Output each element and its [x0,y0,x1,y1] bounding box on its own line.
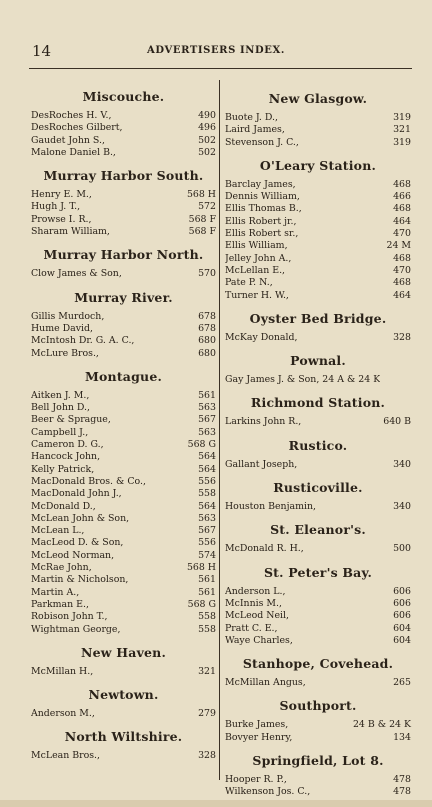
page-reference: 558 [198,623,216,635]
index-entry [225,265,411,277]
page-reference: 568 G [187,439,216,451]
page-reference: 500 [393,543,411,555]
advertiser-name: Kelly Patrick, [31,463,95,475]
advertiser-name: Bell John D., [31,402,91,414]
page-reference: 558 [198,488,216,500]
section-heading: Miscouche. [82,89,165,104]
index-entry [31,708,216,720]
advertiser-name: Gillis Murdoch, [31,310,105,322]
advertiser-name: Jelley John A., [225,252,292,264]
index-section [31,644,216,678]
index-entry [225,203,411,215]
advertiser-name: Bovyer Henry, [225,731,293,743]
index-section [31,289,216,360]
page-reference: 464 [393,215,411,227]
advertiser-name: Wilkenson Jos. C., [225,786,311,798]
page-reference: 570 [198,268,216,280]
index-entry [225,124,411,136]
index-entry [31,464,216,476]
index-entry [225,732,411,744]
index-entry [225,786,411,798]
page-reference: 678 [198,310,216,322]
advertiser-name: Gallant Joseph, [225,458,298,470]
advertiser-name: Anderson M., [31,708,95,720]
index-section [31,167,216,238]
page-reference: 468 [393,277,411,289]
index-entry [225,290,411,302]
advertiser-name: Beer & Sprague, [31,414,111,426]
page-reference: 502 [198,134,216,146]
page-reference: 478 [393,786,411,798]
advertiser-name: Campbell J., [31,426,89,438]
right-column [225,90,411,807]
index-section [225,521,411,555]
advertiser-name: Laird James, [225,124,285,136]
index-entry [225,459,411,471]
page-reference: 568 F [188,226,216,238]
advertiser-name: Pate P. N., [225,277,273,289]
advertiser-name: McLean L., [31,525,85,537]
index-entry [225,677,411,689]
index-entry [225,635,411,647]
index-entry [31,574,216,586]
page-reference: 478 [393,774,411,786]
index-section [225,752,411,799]
index-entry [225,719,411,731]
page-reference: 561 [198,586,216,598]
index-entry [31,226,216,238]
index-entry [31,611,216,623]
index-entry [225,416,411,428]
advertiser-name: Martin & Nicholson, [31,574,129,586]
advertiser-name: Hugh J. T., [31,201,81,213]
page-reference: 567 [198,414,216,426]
advertiser-name: Martin A., [31,586,80,598]
advertiser-name: McLure Bros., [31,347,99,359]
advertiser-name: DesRoches H. V., [31,110,112,121]
index-section [225,437,411,471]
advertiser-name: McIntosh Dr. G. A. C., [31,335,135,347]
page-title: ADVERTISERS INDEX. [147,45,285,56]
index-entry [31,488,216,500]
page-reference: 564 [198,500,216,512]
advertiser-name: Aitken J. M., [31,389,90,401]
advertiser-name: Hooper R. P., [225,774,287,786]
index-entry [225,240,411,252]
page-reference: 558 [198,611,216,623]
advertiser-name: MacDonald Bros. & Co., [31,475,146,487]
page-reference: 24 M [386,240,411,252]
index-section [31,686,216,720]
index-entry [31,110,216,122]
page-reference: 568 G [187,598,216,610]
section-heading: New Haven. [80,644,167,660]
page-reference: 574 [198,549,216,561]
index-entry [225,586,411,598]
advertiser-name: McLeod Norman, [31,549,115,561]
page-reference: 568 H [186,189,216,201]
advertiser-name: Malone Daniel B., [31,146,116,158]
section-heading: Newtown. [88,687,159,703]
index-entry [225,332,411,344]
index-entry [225,112,411,124]
section-heading: St. Eleanor's. [270,522,366,538]
index-entry [31,587,216,599]
advertiser-name: Pratt C. E., [225,622,278,634]
section-heading: North Wiltshire. [64,729,183,745]
page-reference: 468 [393,203,411,215]
advertiser-name: MacDonald John J., [31,488,122,500]
index-section [225,352,411,386]
page-reference: 279 [198,708,216,720]
advertiser-name: McRae John, [31,562,92,574]
advertiser-name: McLeod Neil, [225,610,289,622]
page-reference: 328 [393,331,411,343]
index-entry [31,348,216,360]
page-reference: 572 [198,201,216,213]
advertiser-name: Waye Charles, [225,634,293,646]
page-reference: 490 [198,110,216,121]
index-entry [225,228,411,240]
index-section [31,88,216,159]
index-section [31,246,216,280]
advertiser-name: McLean Bros., [31,750,101,762]
page-reference: 563 [198,426,216,438]
page-reference: 468 [393,178,411,190]
index-section [225,697,411,744]
index-entry [225,137,411,149]
index-entry [225,610,411,622]
index-entry [225,253,411,265]
advertiser-name: Ellis Robert sr., [225,228,299,240]
section-heading: Murray Harbor North. [43,247,204,263]
page-reference: 319 [393,112,411,123]
index-entry [31,599,216,611]
advertiser-name: Gay James J. & Son, 24 A & 24 K [225,374,381,386]
index-entry [31,476,216,488]
page-reference: 468 [393,252,411,264]
index-section [31,728,216,762]
index-entry [31,537,216,549]
index-entry [31,501,216,513]
advertiser-name: McMillan H., [31,665,94,677]
index-entry [31,147,216,159]
index-entry [225,277,411,289]
index-entry [31,525,216,537]
header-rule [29,68,412,69]
advertiser-name: Barclay James, [225,178,296,190]
index-entry [31,624,216,636]
page-reference: 321 [198,665,216,677]
page-header [0,42,432,62]
column-divider [219,80,220,780]
page-reference: 606 [393,597,411,609]
page-reference: 606 [393,610,411,622]
advertiser-name: Buote J. D., [225,112,278,123]
advertiser-name: Hume David, [31,322,94,334]
advertiser-name: Houston Benjamin, [225,501,316,513]
index-entry [225,623,411,635]
page-reference: 563 [198,402,216,414]
index-section [225,564,411,647]
page-reference: 502 [198,146,216,158]
page-reference: 564 [198,463,216,475]
index-entry [31,311,216,323]
advertiser-name: Henry E. M., [31,189,92,201]
index-entry [31,550,216,562]
page-reference: 340 [393,458,411,470]
page-reference: 604 [393,634,411,646]
index-entry [31,189,216,201]
index-entry [225,191,411,203]
section-heading: Southport. [279,698,357,714]
index-entry [31,335,216,347]
section-heading: O'Leary Station. [259,157,377,173]
index-section [225,310,411,344]
advertiser-name: Parkman E., [31,598,89,610]
advertiser-name: Clow James & Son, [31,268,122,280]
advertiser-name: Robison John T., [31,611,108,623]
advertiser-name: Cameron D. G., [31,439,104,451]
advertiser-name: Ellis Thomas B., [225,203,302,215]
page-reference: 556 [198,475,216,487]
index-entry [225,374,411,386]
section-heading: Springfield, Lot 8. [252,753,384,769]
page-reference: 564 [198,451,216,463]
section-heading: Rustico. [288,437,348,453]
index-entry [31,402,216,414]
page-reference: 604 [393,622,411,634]
page-reference: 563 [198,512,216,524]
index-entry [31,201,216,213]
section-heading: Pownal. [290,353,346,369]
index-entry [31,451,216,463]
index-section [31,368,216,636]
page-reference: 568 H [186,562,216,574]
page-reference: 640 B [383,416,411,428]
page-reference: 567 [198,525,216,537]
index-entry [31,323,216,335]
advertiser-name: MacLeod D. & Son, [31,537,124,549]
page-reference: 678 [198,322,216,334]
index-entry [31,513,216,525]
advertiser-name: Larkins John R., [225,416,302,428]
page-reference: 321 [393,124,411,136]
advertiser-name: McLean John & Son, [31,512,130,524]
page-reference: 561 [198,574,216,586]
section-heading: Richmond Station. [250,395,386,411]
advertiser-name: Hancock John, [31,451,101,463]
advertiser-name: McDonald R. H., [225,543,304,555]
index-entry [31,562,216,574]
page-reference: 466 [393,191,411,203]
advertiser-name: Sharam William, [31,226,110,238]
page-reference: 496 [198,122,216,134]
index-section [225,394,411,428]
section-heading: Stanhope, Covehead. [242,656,394,672]
page-reference: 680 [198,335,216,347]
page-reference: 328 [198,750,216,762]
index-entry [225,598,411,610]
index-entry [225,774,411,786]
index-entry [31,135,216,147]
advertiser-name: Stevenson J. C., [225,136,299,148]
page-reference: 470 [393,264,411,276]
page-reference: 319 [393,136,411,148]
index-section [225,90,411,149]
index-entry [225,179,411,191]
page-reference [407,374,411,386]
page-reference: 606 [393,585,411,597]
index-entry [31,214,216,226]
advertiser-name: Prowse I. R., [31,213,92,225]
advertiser-name: McDonald D., [31,500,96,512]
page-reference: 265 [393,677,411,689]
index-entry [31,666,216,678]
advertiser-name: Turner H. W., [225,289,289,301]
left-column [31,88,216,771]
index-entry [31,439,216,451]
page-reference: 561 [198,389,216,401]
index-section [225,479,411,513]
advertiser-name: Dennis William, [225,191,300,203]
index-entry [31,390,216,402]
page-reference: 464 [393,289,411,301]
index-entry [225,216,411,228]
page-reference: 568 F [188,213,216,225]
page-reference: 556 [198,537,216,549]
advertiser-name: Gaudet John S., [31,134,105,146]
page-number: 14 [32,42,52,60]
index-section [225,157,411,302]
index-entry [31,414,216,426]
section-heading: Murray Harbor South. [43,168,204,184]
index-entry [31,122,216,134]
section-heading: Murray River. [74,289,173,305]
page-reference: 340 [393,501,411,513]
advertiser-name: DesRoches Gilbert, [31,122,123,134]
advertiser-name: McMillan Angus, [225,677,306,689]
page-reference: 470 [393,228,411,240]
page-reference: 680 [198,347,216,359]
index-entry [31,268,216,280]
page-reference: 24 B & 24 K [352,719,411,731]
page-reference: 134 [393,731,411,743]
advertiser-name: Ellis William, [225,240,288,252]
section-heading: New Glasgow. [268,91,368,106]
index-section [225,655,411,689]
advertiser-name: McKay Donald, [225,331,298,343]
index-entry [31,427,216,439]
section-heading: Oyster Bed Bridge. [249,310,387,326]
section-heading: St. Peter's Bay. [263,564,373,580]
index-entry [225,501,411,513]
advertiser-name: Burke James, [225,719,289,731]
advertiser-name: Wightman George, [31,623,121,635]
section-heading: Rusticoville. [273,480,363,496]
advertiser-name: McInnis M., [225,597,282,609]
advertiser-name: Ellis Robert jr., [225,215,297,227]
section-heading: Montague. [84,368,163,384]
index-entry [31,750,216,762]
advertiser-name: Anderson L., [225,585,286,597]
advertiser-name: McLellan E., [225,264,286,276]
index-entry [225,543,411,555]
